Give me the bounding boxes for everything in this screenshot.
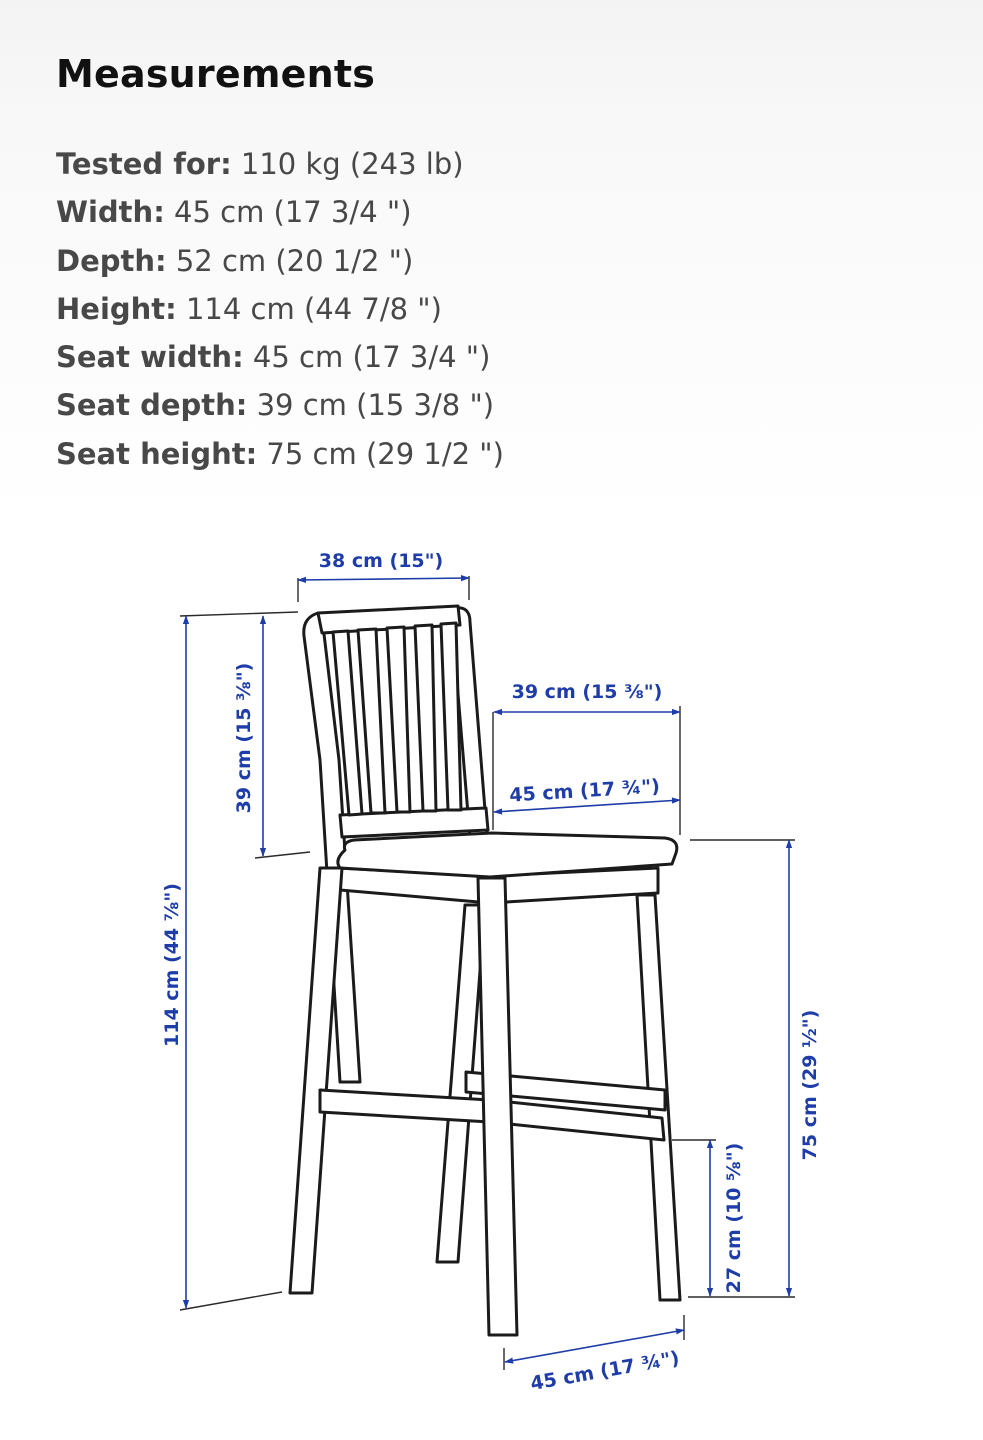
spec-value: 39 cm (15 3/8 ") [256, 388, 495, 423]
spec-label: Depth: [56, 243, 167, 278]
bar-stool-drawing [290, 606, 680, 1335]
seat-width-label: 45 cm (17 ¾") [508, 775, 661, 807]
base-width-label: 45 cm (17 ¾") [528, 1347, 682, 1396]
total-height-label: 114 cm (44 ⅞") [161, 883, 183, 1047]
spec-label: Seat width: [56, 340, 244, 375]
seat-depth-label: 39 cm (15 ⅜") [511, 681, 663, 703]
backrest-height-label: 39 cm (15 ⅜") [233, 662, 255, 814]
front-right-leg [478, 878, 517, 1335]
spec-label: Width: [56, 195, 165, 230]
seat-height-label: 75 cm (29 ½") [799, 1009, 821, 1161]
backrest-width-label: 38 cm (15") [318, 550, 444, 572]
extension-line [180, 612, 298, 616]
spec-label: Seat height: [56, 436, 258, 471]
backrest-slat-4 [415, 625, 436, 811]
spec-value: 45 cm (17 3/4 ") [174, 195, 412, 230]
spec-label: Height: [56, 291, 177, 326]
spec-value: 114 cm (44 7/8 ") [185, 291, 442, 326]
backrest-slat-3 [387, 627, 410, 812]
spec-label: Seat depth: [56, 388, 248, 423]
spec-value: 45 cm (17 3/4 ") [252, 340, 491, 375]
spec-value: 110 kg (243 lb) [240, 147, 464, 181]
backrest-width-dimension-line [298, 578, 469, 580]
spec-label: Tested for: [56, 147, 232, 181]
backrest-slat-2 [358, 629, 385, 813]
extension-line [180, 1292, 282, 1310]
spec-value: 75 cm (29 1/2 ") [266, 436, 504, 471]
backrest-slat-5 [441, 623, 461, 810]
page-title: Measurements [56, 52, 376, 96]
front-left-leg [290, 868, 342, 1293]
spec-value: 52 cm (20 1/2 ") [175, 243, 414, 278]
footrest-height-label: 27 cm (10 ⅝") [723, 1142, 745, 1294]
